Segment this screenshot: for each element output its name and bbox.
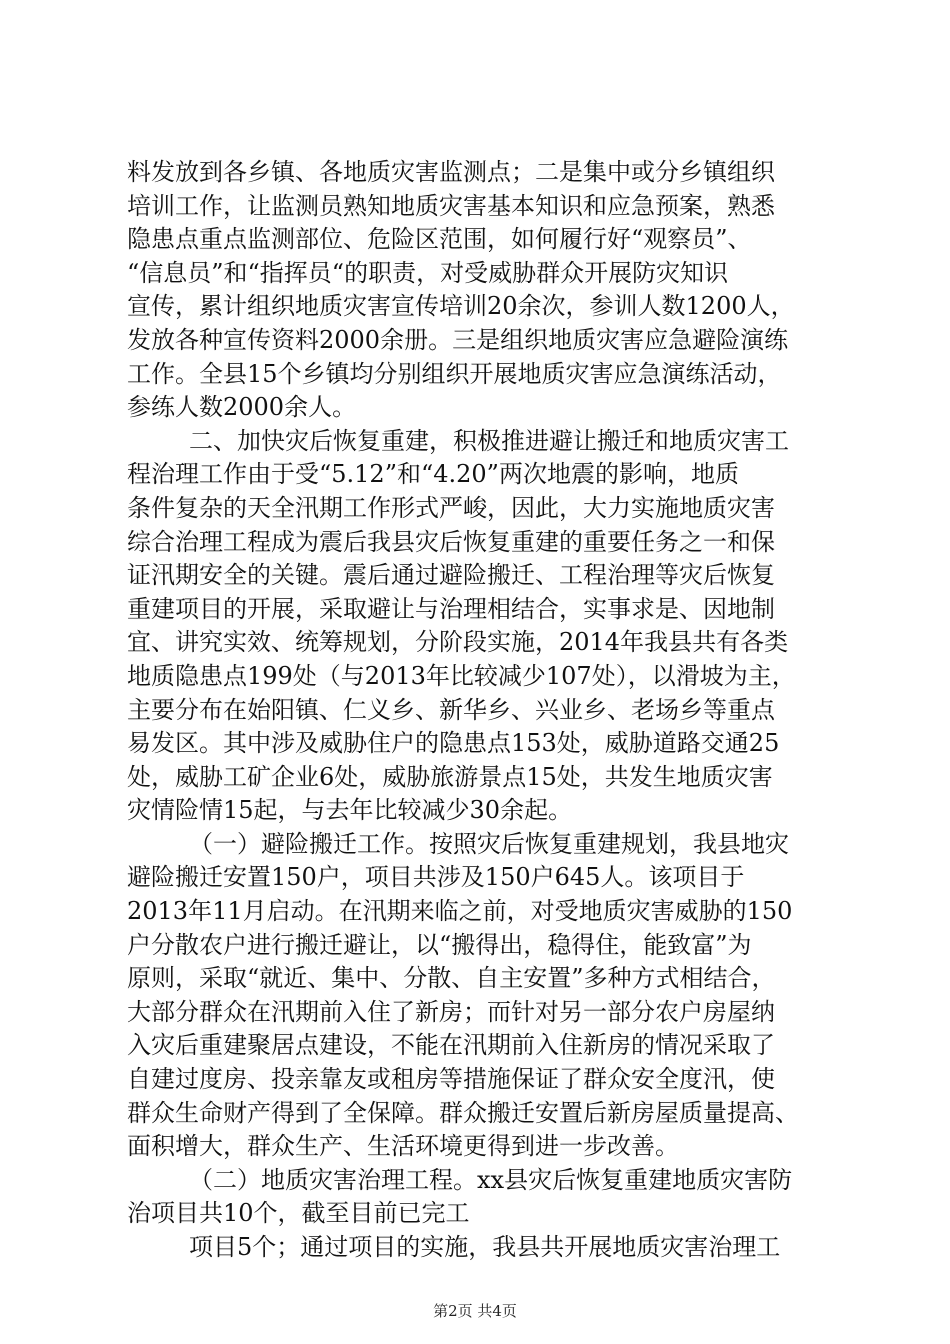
text-line: “信息员”和“指挥员“的职责，对受威胁群众开展防灾知识 (127, 258, 729, 287)
text-line: 培训工作，让监测员熟知地质灾害基本知识和应急预案，熟悉 (127, 191, 775, 220)
text-line: 工作。全县15个乡镇均分别组织开展地质灾害应急演练活动， (127, 359, 782, 388)
text-line: （二）地质灾害治理工程。xx县灾后恢复重建地质灾害防 (189, 1165, 793, 1194)
text-line: 户分散农户进行搬迁避让，以“搬得出，稳得住，能致富”为 (127, 930, 752, 959)
text-line: 群众生命财产得到了全保障。群众搬迁安置后新房屋质量提高、 (127, 1098, 799, 1127)
text-line: 参练人数2000余人。 (127, 393, 357, 422)
page-footer: 第2页 共4页 (433, 1302, 517, 1320)
text-line: 隐患点重点监测部位、危险区范围，如何履行好“观察员”、 (127, 225, 752, 254)
text-line: 避险搬迁安置150户，项目共涉及150户645人。该项目于 (127, 863, 745, 892)
text-line: 证汛期安全的关键。震后通过避险搬迁、工程治理等灾后恢复 (127, 561, 775, 590)
text-line: 宣传，累计组织地质灾害宣传培训20余次，参训人数1200人， (127, 292, 795, 321)
text-line: 料发放到各乡镇、各地质灾害监测点；二是集中或分乡镇组织 (127, 158, 775, 186)
document-body (127, 156, 832, 1265)
text-line: 灾情险情15起，与去年比较减少30余起。 (127, 796, 573, 825)
text-line: 面积增大，群众生产、生活环境更得到进一步改善。 (127, 1132, 679, 1161)
text-line: 2013年11月启动。在汛期来临之前，对受地质灾害威胁的150 (127, 897, 793, 926)
text-line: 项目5个；通过项目的实施，我县共开展地质灾害治理工 (189, 1233, 781, 1261)
text-line: 入灾后重建聚居点建设，不能在汛期前入住新房的情况采取了 (127, 1031, 775, 1060)
text-line: 治项目共10个，截至目前已完工 (127, 1199, 470, 1228)
text-line: 自建过度房、投亲靠友或租房等措施保证了群众安全度汛，使 (127, 1065, 775, 1094)
text-line: 二、加快灾后恢复重建，积极推进避让搬迁和地质灾害工 (189, 426, 789, 455)
text-line: 综合治理工程成为震后我县灾后恢复重建的重要任务之一和保 (127, 527, 775, 556)
text-line: 主要分布在始阳镇、仁义乡、新华乡、兴业乡、老场乡等重点 (127, 695, 775, 724)
text-line: 程治理工作由于受“5.12”和“4.20”两次地震的影响，地质 (127, 460, 739, 489)
text-line: 处，威胁工矿企业6处，威胁旅游景点15处，共发生地质灾害 (127, 762, 773, 791)
text-line: 大部分群众在汛期前入住了新房；而针对另一部分农户房屋纳 (127, 997, 775, 1026)
text-line: 宜、讲究实效、统筹规划，分阶段实施，2014年我县共有各类 (127, 628, 789, 657)
text-line: 条件复杂的天全汛期工作形式严峻，因此，大力实施地质灾害 (127, 493, 775, 522)
text-line: 发放各种宣传资料2000余册。三是组织地质灾害应急避险演练 (127, 325, 789, 354)
text-line: 重建项目的开展，采取避让与治理相结合，实事求是、因地制 (127, 594, 775, 623)
text-line: 原则，采取“就近、集中、分散、自主安置”多种方式相结合， (127, 964, 776, 993)
text-line: 易发区。其中涉及威胁住户的隐患点153处，威胁道路交通25 (127, 729, 780, 758)
text-line: （一）避险搬迁工作。按照灾后恢复重建规划，我县地灾 (189, 829, 789, 858)
text-line: 地质隐患点199处（与2013年比较减少107处），以滑坡为主， (127, 661, 796, 690)
